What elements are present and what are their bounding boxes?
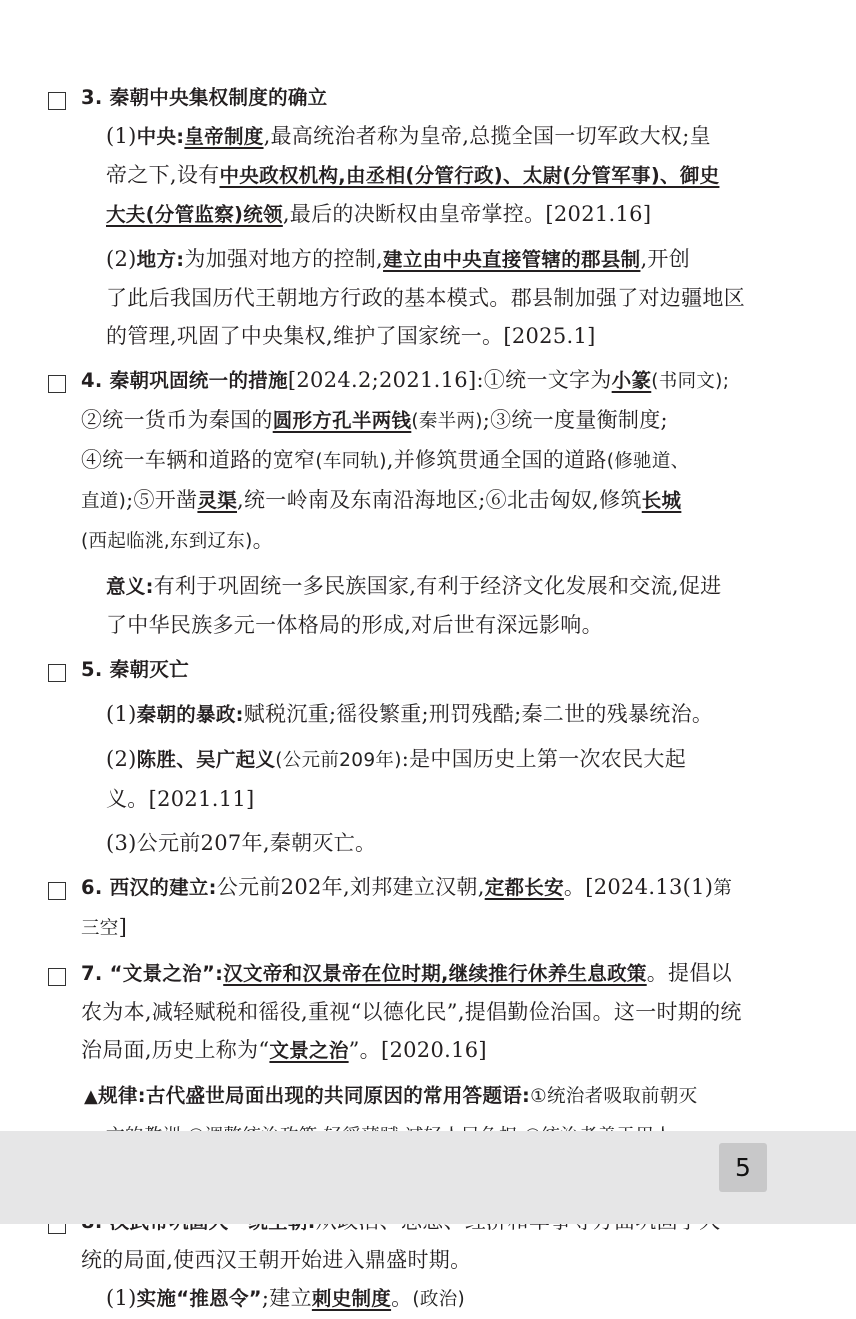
body-text: 为加强对地方的控制, bbox=[184, 247, 384, 271]
body-text: 了此后我国历代王朝地方行政的基本模式。郡县制加强了对边疆地区 bbox=[106, 286, 745, 310]
body-text: 义。 bbox=[106, 787, 149, 811]
body-text: ;③统一度量衡制度; bbox=[482, 408, 668, 432]
body-text: ④统一车辆和道路的宽窄 bbox=[81, 448, 316, 472]
checkbox-5[interactable] bbox=[48, 664, 66, 682]
section-4-line3 bbox=[48, 441, 768, 481]
section-8-line2 bbox=[48, 1241, 768, 1279]
body-text: 治局面,历史上称为“ bbox=[81, 1038, 270, 1062]
para-number: (1) bbox=[106, 702, 137, 726]
body-text: 公元前202年,刘邦建立汉朝, bbox=[216, 875, 485, 899]
body-text: ,并修筑贯通全国的道路 bbox=[386, 448, 607, 472]
exam-reference: [2025.1] bbox=[503, 324, 596, 348]
section-8-para1 bbox=[48, 1279, 768, 1319]
section-4-title-row bbox=[48, 361, 768, 401]
note-text: (修驰道、 bbox=[606, 451, 690, 472]
section-5-para1 bbox=[48, 695, 768, 734]
body-text: 有利于巩固统一多民族国家,有利于经济文化发展和交流,促进 bbox=[153, 574, 722, 598]
body-text: 的管理,巩固了中央集权,维护了国家统一。 bbox=[106, 324, 504, 348]
exam-reference: [2020.16] bbox=[380, 1038, 487, 1062]
note-text: ①统治者吸取前朝灭 bbox=[530, 1086, 698, 1107]
section-6-title: 6. 西汉的建立: bbox=[81, 876, 217, 899]
para-number: (1) bbox=[106, 124, 137, 148]
para-number: (2) bbox=[106, 747, 137, 771]
section-7-title: 7. “文景之治”: bbox=[81, 962, 224, 985]
section-5-para2-line2 bbox=[48, 780, 768, 818]
body-text: 帝之下,设有 bbox=[106, 163, 220, 187]
section-6-title-row bbox=[48, 868, 768, 908]
section-7-line2 bbox=[48, 993, 768, 1031]
section-4-meaning-line2 bbox=[48, 606, 768, 644]
section-5-para2 bbox=[48, 740, 768, 780]
para-label: 陈胜、吴广起义 bbox=[136, 748, 276, 771]
section-3-para1-line2 bbox=[48, 156, 768, 195]
body-text: 。 bbox=[252, 528, 274, 552]
body-text: :是中国历史上第一次农民大起 bbox=[401, 747, 686, 771]
body-text: ;⑤开凿 bbox=[126, 488, 198, 512]
note-text: 三空 bbox=[81, 918, 119, 939]
note-text: (秦半两) bbox=[411, 411, 483, 432]
section-3-title-row bbox=[48, 78, 768, 117]
para-number: (2) bbox=[106, 247, 137, 271]
body-text: ,开创 bbox=[640, 247, 691, 271]
body-text: 统的局面,使西汉王朝开始进入鼎盛时期。 bbox=[81, 1248, 472, 1272]
section-7-line3 bbox=[48, 1031, 768, 1070]
triangle-icon: ▲ bbox=[84, 1086, 99, 1107]
exam-reference: [2021.16] bbox=[545, 202, 652, 226]
section-4 bbox=[48, 361, 768, 644]
checkbox-4[interactable] bbox=[48, 375, 66, 393]
section-7 bbox=[48, 954, 768, 1070]
exam-reference: [2024.2;2021.16] bbox=[287, 368, 477, 392]
key-term: 建立由中央直接管辖的郡县制 bbox=[383, 248, 641, 271]
exam-reference: ] bbox=[118, 915, 128, 939]
checkbox-7[interactable] bbox=[48, 968, 66, 986]
section-3-para2-line2 bbox=[48, 279, 768, 317]
section-5-title: 5. 秦朝灭亡 bbox=[81, 658, 189, 681]
note-text: 直道) bbox=[81, 491, 127, 512]
para-label: 实施“推恩令” bbox=[136, 1287, 262, 1310]
section-5-para3 bbox=[48, 824, 768, 862]
body-text: 。 bbox=[563, 875, 586, 899]
body-text: :①统一文字为 bbox=[476, 368, 612, 392]
para-label: 意义: bbox=[106, 575, 154, 598]
exam-reference: [2024.13(1) bbox=[585, 875, 714, 899]
exam-reference: [2021.11] bbox=[148, 787, 255, 811]
rule-line1 bbox=[48, 1076, 768, 1116]
section-6-line2 bbox=[48, 908, 768, 948]
section-3-title: 3. 秦朝中央集权制度的确立 bbox=[81, 86, 328, 109]
para-number: (1) bbox=[106, 1286, 137, 1310]
key-term: 圆形方孔半两钱 bbox=[272, 409, 412, 432]
body-text: ,统一岭南及东南沿海地区;⑥北击匈奴,修筑 bbox=[237, 488, 642, 512]
key-term: 汉文帝和汉景帝在位时期,继续推行休养生息政策 bbox=[223, 962, 647, 985]
section-7-title-row bbox=[48, 954, 768, 993]
body-text: 。 bbox=[391, 1286, 413, 1310]
body-text: 。提倡以 bbox=[646, 961, 732, 985]
section-6 bbox=[48, 868, 768, 948]
para-label: 中央: bbox=[136, 125, 185, 148]
section-4-line2 bbox=[48, 401, 768, 441]
key-term: 中央政权机构,由丞相(分管行政)、太尉(分管军事)、御史 bbox=[219, 164, 720, 187]
key-term: 皇帝制度 bbox=[184, 125, 264, 148]
section-4-title: 4. 秦朝巩固统一的措施 bbox=[81, 369, 288, 392]
note-text: (西起临洮,东到辽东) bbox=[81, 531, 253, 552]
section-4-meaning bbox=[48, 567, 768, 606]
checkbox-6[interactable] bbox=[48, 882, 66, 900]
rule-label: 规律:古代盛世局面出现的共同原因的常用答题语: bbox=[98, 1084, 531, 1107]
body-text: ②统一货币为秦国的 bbox=[81, 408, 273, 432]
key-term: 刺史制度 bbox=[311, 1287, 392, 1310]
para-label: 地方: bbox=[136, 248, 185, 271]
key-term: 长城 bbox=[641, 489, 682, 512]
page-number: 5 bbox=[719, 1143, 767, 1192]
body-text: ,最后的决断权由皇帝掌控。 bbox=[282, 202, 546, 226]
body-text: ;建立 bbox=[261, 1286, 312, 1310]
body-text: 农为本,减轻赋税和徭役,重视“以德化民”,提倡勤俭治国。这一时期的统 bbox=[81, 1000, 742, 1024]
section-4-line4 bbox=[48, 481, 768, 521]
body-text: ”。 bbox=[348, 1038, 381, 1062]
section-3 bbox=[48, 78, 768, 355]
section-3-para2 bbox=[48, 240, 768, 279]
note-text: (车同轨) bbox=[315, 451, 387, 472]
body-text: ,最高统治者称为皇帝,总揽全国一切军政大权;皇 bbox=[263, 124, 711, 148]
note-text: (公元前209年) bbox=[275, 750, 402, 771]
body-text: 了中华民族多元一体格局的形成,对后世有深远影响。 bbox=[106, 613, 603, 637]
section-5 bbox=[48, 650, 768, 862]
body-text: 赋税沉重;徭役繁重;刑罚残酷;秦二世的残暴统治。 bbox=[243, 702, 714, 726]
key-term: 小篆 bbox=[611, 369, 652, 392]
key-term: 定都长安 bbox=[484, 876, 564, 899]
section-3-para1 bbox=[48, 117, 768, 156]
section-3-para2-line3 bbox=[48, 317, 768, 355]
note-text: 第 bbox=[713, 878, 733, 899]
checkbox-3[interactable] bbox=[48, 92, 66, 110]
note-text: (书同文); bbox=[651, 371, 730, 392]
section-5-title-row bbox=[48, 650, 768, 689]
body-text: (3)公元前207年,秦朝灭亡。 bbox=[106, 831, 377, 855]
section-4-line5 bbox=[48, 521, 768, 561]
note-text: (政治) bbox=[412, 1289, 466, 1310]
key-term: 灵渠 bbox=[197, 489, 238, 512]
section-3-para1-line3 bbox=[48, 195, 768, 234]
para-label: 秦朝的暴政: bbox=[136, 703, 244, 726]
key-term: 文景之治 bbox=[269, 1039, 349, 1062]
key-term: 大夫(分管监察)统领 bbox=[106, 203, 283, 226]
